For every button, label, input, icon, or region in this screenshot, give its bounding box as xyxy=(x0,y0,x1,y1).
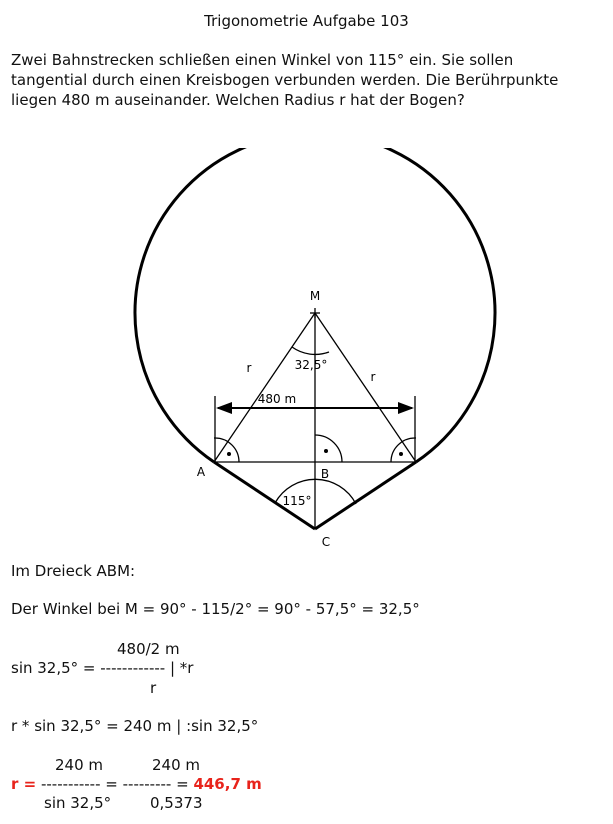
label-angle-bottom: 115° xyxy=(282,494,312,508)
label-b: B xyxy=(320,467,330,481)
radius-left xyxy=(214,313,315,462)
right-angle-right xyxy=(391,438,416,462)
task-line-2: tangential durch einen Kreisbogen verbunden werden. Die Berührpunkte xyxy=(11,71,559,89)
eq1-denominator: r xyxy=(150,679,157,697)
right-angle-b-dot xyxy=(324,449,328,453)
task-line-1: Zwei Bahnstrecken schließen einen Winkel von 115° ein. Sie sollen xyxy=(11,51,514,69)
right-angle-a xyxy=(214,438,239,462)
label-distance: 480 m xyxy=(257,392,297,406)
eq1-line: sin 32,5° = ------------ | *r xyxy=(11,659,194,677)
eq2-line: r * sin 32,5° = 240 m | :sin 32,5° xyxy=(11,717,259,735)
eq3-num1: 240 m xyxy=(55,756,104,774)
angle-arc-top xyxy=(292,347,329,354)
eq3-num2: 240 m xyxy=(152,756,201,774)
label-angle-top: 32,5° xyxy=(294,358,328,372)
label-r-left: r xyxy=(246,361,252,375)
eq3-dashes: ----------- = --------- = xyxy=(36,775,194,793)
geometry-figure xyxy=(130,148,510,558)
eq3-den2: 0,5373 xyxy=(150,794,203,812)
eq3-den1: sin 32,5° xyxy=(44,794,112,812)
task-line-3: liegen 480 m auseinander. Welchen Radius r hat der Bogen? xyxy=(11,91,465,109)
dimension-arrow-right xyxy=(398,402,414,414)
eq3-lhs: r = xyxy=(11,775,37,793)
right-angle-a-dot xyxy=(227,452,231,456)
tangent-right xyxy=(315,462,416,529)
page-title: Trigonometrie Aufgabe 103 xyxy=(204,12,409,30)
label-c: C xyxy=(321,535,331,549)
eq3-line xyxy=(11,775,262,793)
label-m: M xyxy=(309,289,321,303)
solution-heading: Im Dreieck ABM: xyxy=(11,562,136,580)
label-r-right: r xyxy=(370,370,376,384)
right-angle-b xyxy=(315,435,342,462)
right-angle-right-dot xyxy=(399,452,403,456)
dimension-arrow-left xyxy=(216,402,232,414)
eq1-numerator: 480/2 m xyxy=(117,640,180,658)
eq3-result: 446,7 m xyxy=(193,775,262,793)
label-a: A xyxy=(196,465,206,479)
angle-line: Der Winkel bei M = 90° - 115/2° = 90° - 57,5° = 32,5° xyxy=(11,600,420,618)
